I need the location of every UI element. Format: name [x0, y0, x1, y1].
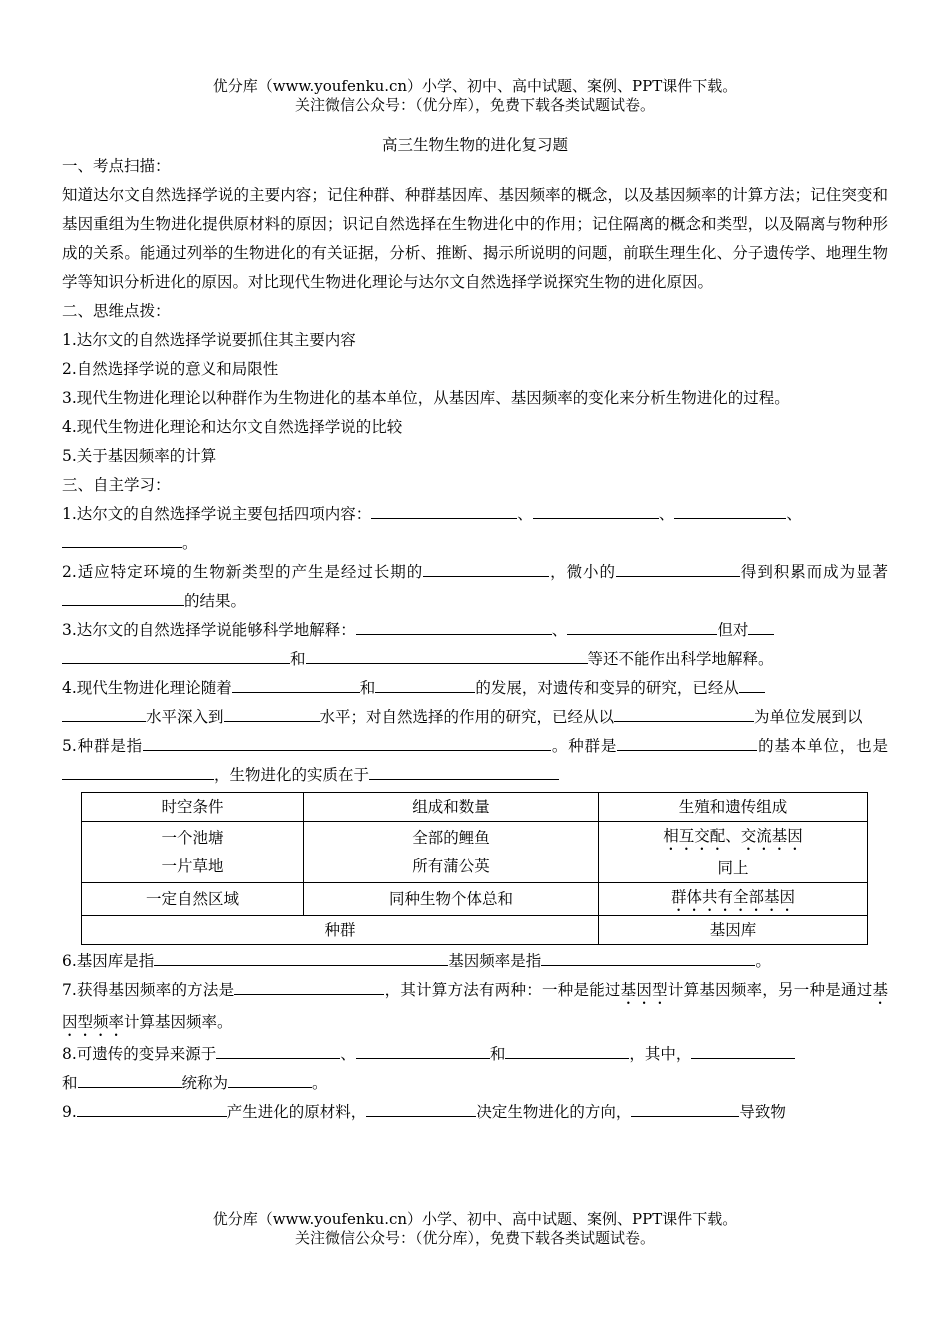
q5-text: 5.种群是指: [62, 737, 144, 755]
section2-heading: 二、思维点拨：: [62, 302, 171, 320]
q8-text: 8.可遗传的变异来源于: [62, 1045, 217, 1063]
q4-text: 的发展，对遗传和变异的研究，已经从: [475, 679, 739, 697]
table-cell: 同种生物个体总和: [303, 883, 598, 916]
table-footer-row: [82, 916, 868, 945]
q7-text: 计算基因频率，另一种是通过: [667, 981, 873, 999]
q6-text: 6.基因库是指: [62, 952, 155, 970]
blank[interactable]: [617, 734, 757, 751]
q9-text: 导致物: [739, 1103, 786, 1121]
footer-line-2: 关注微信公众号：（优分库），免费下载各类试题试卷。: [294, 1229, 655, 1247]
blank[interactable]: [616, 560, 740, 577]
blank[interactable]: [234, 978, 384, 995]
q3-text: 等还不能作出科学地解释。: [587, 650, 774, 668]
q8-text: ，其中，: [629, 1045, 692, 1063]
page-header: [0, 77, 950, 115]
separator: 、: [786, 505, 802, 523]
q7-emphasis: 基因型: [620, 981, 668, 999]
section2-item: 3.现代生物进化理论以种群作为生物进化的基本单位，从基因库、基因频率的变化来分析生物进化的过程。: [62, 389, 790, 407]
table-cell: 一定自然区域: [82, 883, 304, 916]
question-4: [62, 674, 888, 732]
q4-text: 和: [359, 679, 376, 697]
q7-text: ，其计算方法有两种：一种是能过: [384, 981, 621, 999]
blank[interactable]: [306, 647, 588, 664]
section2-item: 1.达尔文的自然选择学说要抓住其主要内容: [62, 331, 356, 349]
blank[interactable]: [356, 1042, 490, 1059]
question-7: [62, 976, 888, 1040]
blank[interactable]: [356, 618, 552, 635]
table-cell: [599, 822, 868, 883]
blank[interactable]: [614, 705, 754, 722]
blank[interactable]: [228, 1071, 312, 1088]
blank[interactable]: [739, 676, 765, 693]
q4-text: 水平深入到: [146, 708, 224, 726]
separator: 、: [340, 1045, 356, 1063]
q4-text: 为单位发展到以: [754, 708, 863, 726]
q3-text: 3.达尔文的自然选择学说能够科学地解释：: [62, 621, 356, 639]
blank[interactable]: [541, 949, 755, 966]
q1-text: 1.达尔文的自然选择学说主要包括四项内容：: [62, 505, 372, 523]
table-header-cell: 组成和数量: [303, 793, 598, 822]
question-8: [62, 1040, 888, 1098]
table-cell-text: 所有蒲公英: [412, 857, 490, 875]
table-cell: [599, 883, 868, 916]
table-cell: [82, 822, 304, 883]
blank[interactable]: [631, 1100, 739, 1117]
section1-heading: 一、考点扫描：: [62, 157, 171, 175]
footer-line-1: 优分库（www.youfenku.cn）小学、初中、高中试题、案例、PPT课件下载。: [212, 1210, 738, 1228]
q7-text: 7.获得基因频率的方法是: [62, 981, 235, 999]
q2-text: ，微小的: [549, 563, 616, 581]
table-row: [82, 883, 868, 916]
blank[interactable]: [62, 647, 290, 664]
blank[interactable]: [216, 1042, 340, 1059]
q5-text: 的基本单位，也是: [757, 737, 888, 755]
q5-text: 。种群是: [551, 737, 618, 755]
table-header-row: [82, 793, 868, 822]
q6-text: 。: [755, 952, 771, 970]
blank[interactable]: [143, 734, 551, 751]
table-cell-text: 相互交配、交流基因: [663, 827, 803, 845]
q2-text: 的结果。: [184, 592, 247, 610]
q8-text: 。: [312, 1074, 328, 1092]
blank[interactable]: [77, 1100, 227, 1117]
blank[interactable]: [62, 763, 214, 780]
blank[interactable]: [232, 676, 360, 693]
table-header-cell: 时空条件: [82, 793, 304, 822]
section2-item: 4.现代生物进化理论和达尔文自然选择学说的比较: [62, 418, 403, 436]
page-title: 高三生物生物的进化复习题: [381, 136, 568, 154]
question-2: [62, 558, 888, 616]
section1-body: 知道达尔文自然选择学说的主要内容；记住种群、种群基因库、基因频率的概念，以及基因频率的计算方法；记住突变和基因重组为生物进化提供原材料的原因；识记自然选择在生物进化中的作用；记住隔离的概念和类型，以及隔离与物种形成的关系。能通过列举的生物进化的有关证据，分析、推断、揭示所说明的问题，前联生理生化、分子遗传学、地理生物学等知识分析进化的原因。对比现代生物进化理论与达尔文自然选择学说探究生物的进化原因。: [62, 186, 888, 291]
blank[interactable]: [567, 618, 717, 635]
blank[interactable]: [154, 949, 448, 966]
blank[interactable]: [62, 705, 146, 722]
q9-text: 9.: [62, 1103, 77, 1121]
q9-text: 决定生物进化的方向，: [476, 1103, 632, 1121]
population-table: [81, 792, 868, 945]
table-header-cell: 生殖和遗传组成: [599, 793, 868, 822]
blank[interactable]: [62, 531, 182, 548]
question-5: [62, 732, 888, 790]
q4-text: 水平；对自然选择的作用的研究，已经从以: [319, 708, 615, 726]
q4-text: 4.现代生物进化理论随着: [62, 679, 232, 697]
q7-text: 计算基因频率。: [124, 1013, 233, 1031]
table-footer-cell: 种群: [82, 916, 599, 945]
question-3: [62, 616, 888, 674]
blank[interactable]: [371, 502, 517, 519]
question-9: [62, 1098, 888, 1127]
q5-text: ，生物进化的实质在于: [214, 766, 370, 784]
blank[interactable]: [369, 763, 559, 780]
separator: 、: [551, 621, 568, 639]
q2-text: 2.适应特定环境的生物新类型的产生是经过长期的: [62, 563, 424, 581]
table-cell: [303, 822, 598, 883]
blank[interactable]: [533, 502, 659, 519]
table-cell-text: 全部的鲤鱼: [412, 829, 490, 847]
q6-text: 基因频率是指: [448, 952, 542, 970]
q8-text: 和: [489, 1045, 506, 1063]
table-cell-text: 一片草地: [161, 857, 224, 875]
blank[interactable]: [62, 589, 184, 606]
q1-end: 。: [182, 534, 198, 552]
blank[interactable]: [505, 1042, 629, 1059]
q3-text: 但对: [717, 621, 749, 639]
blank[interactable]: [423, 560, 549, 577]
section2-item: 5.关于基因频率的计算: [62, 447, 217, 465]
q7-emphasis: 基因型频率: [62, 981, 888, 1031]
q3-text: 和: [290, 650, 306, 668]
table-footer-cell: 基因库: [599, 916, 868, 945]
page-footer: [0, 1210, 950, 1248]
blank[interactable]: [375, 676, 475, 693]
section2-item: 2.自然选择学说的意义和局限性: [62, 360, 279, 378]
header-line-2: 关注微信公众号：（优分库），免费下载各类试题试卷。: [294, 96, 655, 114]
table-cell-text: 群体共有全部基因: [670, 888, 795, 906]
blank[interactable]: [748, 618, 774, 635]
q9-text: 产生进化的原材料，: [226, 1103, 367, 1121]
blank[interactable]: [78, 1071, 182, 1088]
table-row: [82, 822, 868, 883]
table-cell-text: 同上: [717, 859, 749, 877]
section3-heading: 三、自主学习：: [62, 476, 171, 494]
q8-text: 统称为: [181, 1074, 229, 1092]
table-cell-text: 一个池塘: [161, 829, 224, 847]
blank[interactable]: [366, 1100, 476, 1117]
separator: 、: [658, 505, 675, 523]
question-1: [62, 500, 888, 558]
q2-text: 得到积累而成为显著: [739, 563, 888, 581]
question-6: [62, 947, 888, 976]
separator: 、: [517, 505, 533, 523]
document-body: [62, 152, 888, 1127]
q8-text: 和: [62, 1074, 78, 1092]
blank[interactable]: [674, 502, 786, 519]
blank[interactable]: [691, 1042, 795, 1059]
blank[interactable]: [224, 705, 320, 722]
header-line-1: 优分库（www.youfenku.cn）小学、初中、高中试题、案例、PPT课件下载。: [212, 77, 738, 95]
